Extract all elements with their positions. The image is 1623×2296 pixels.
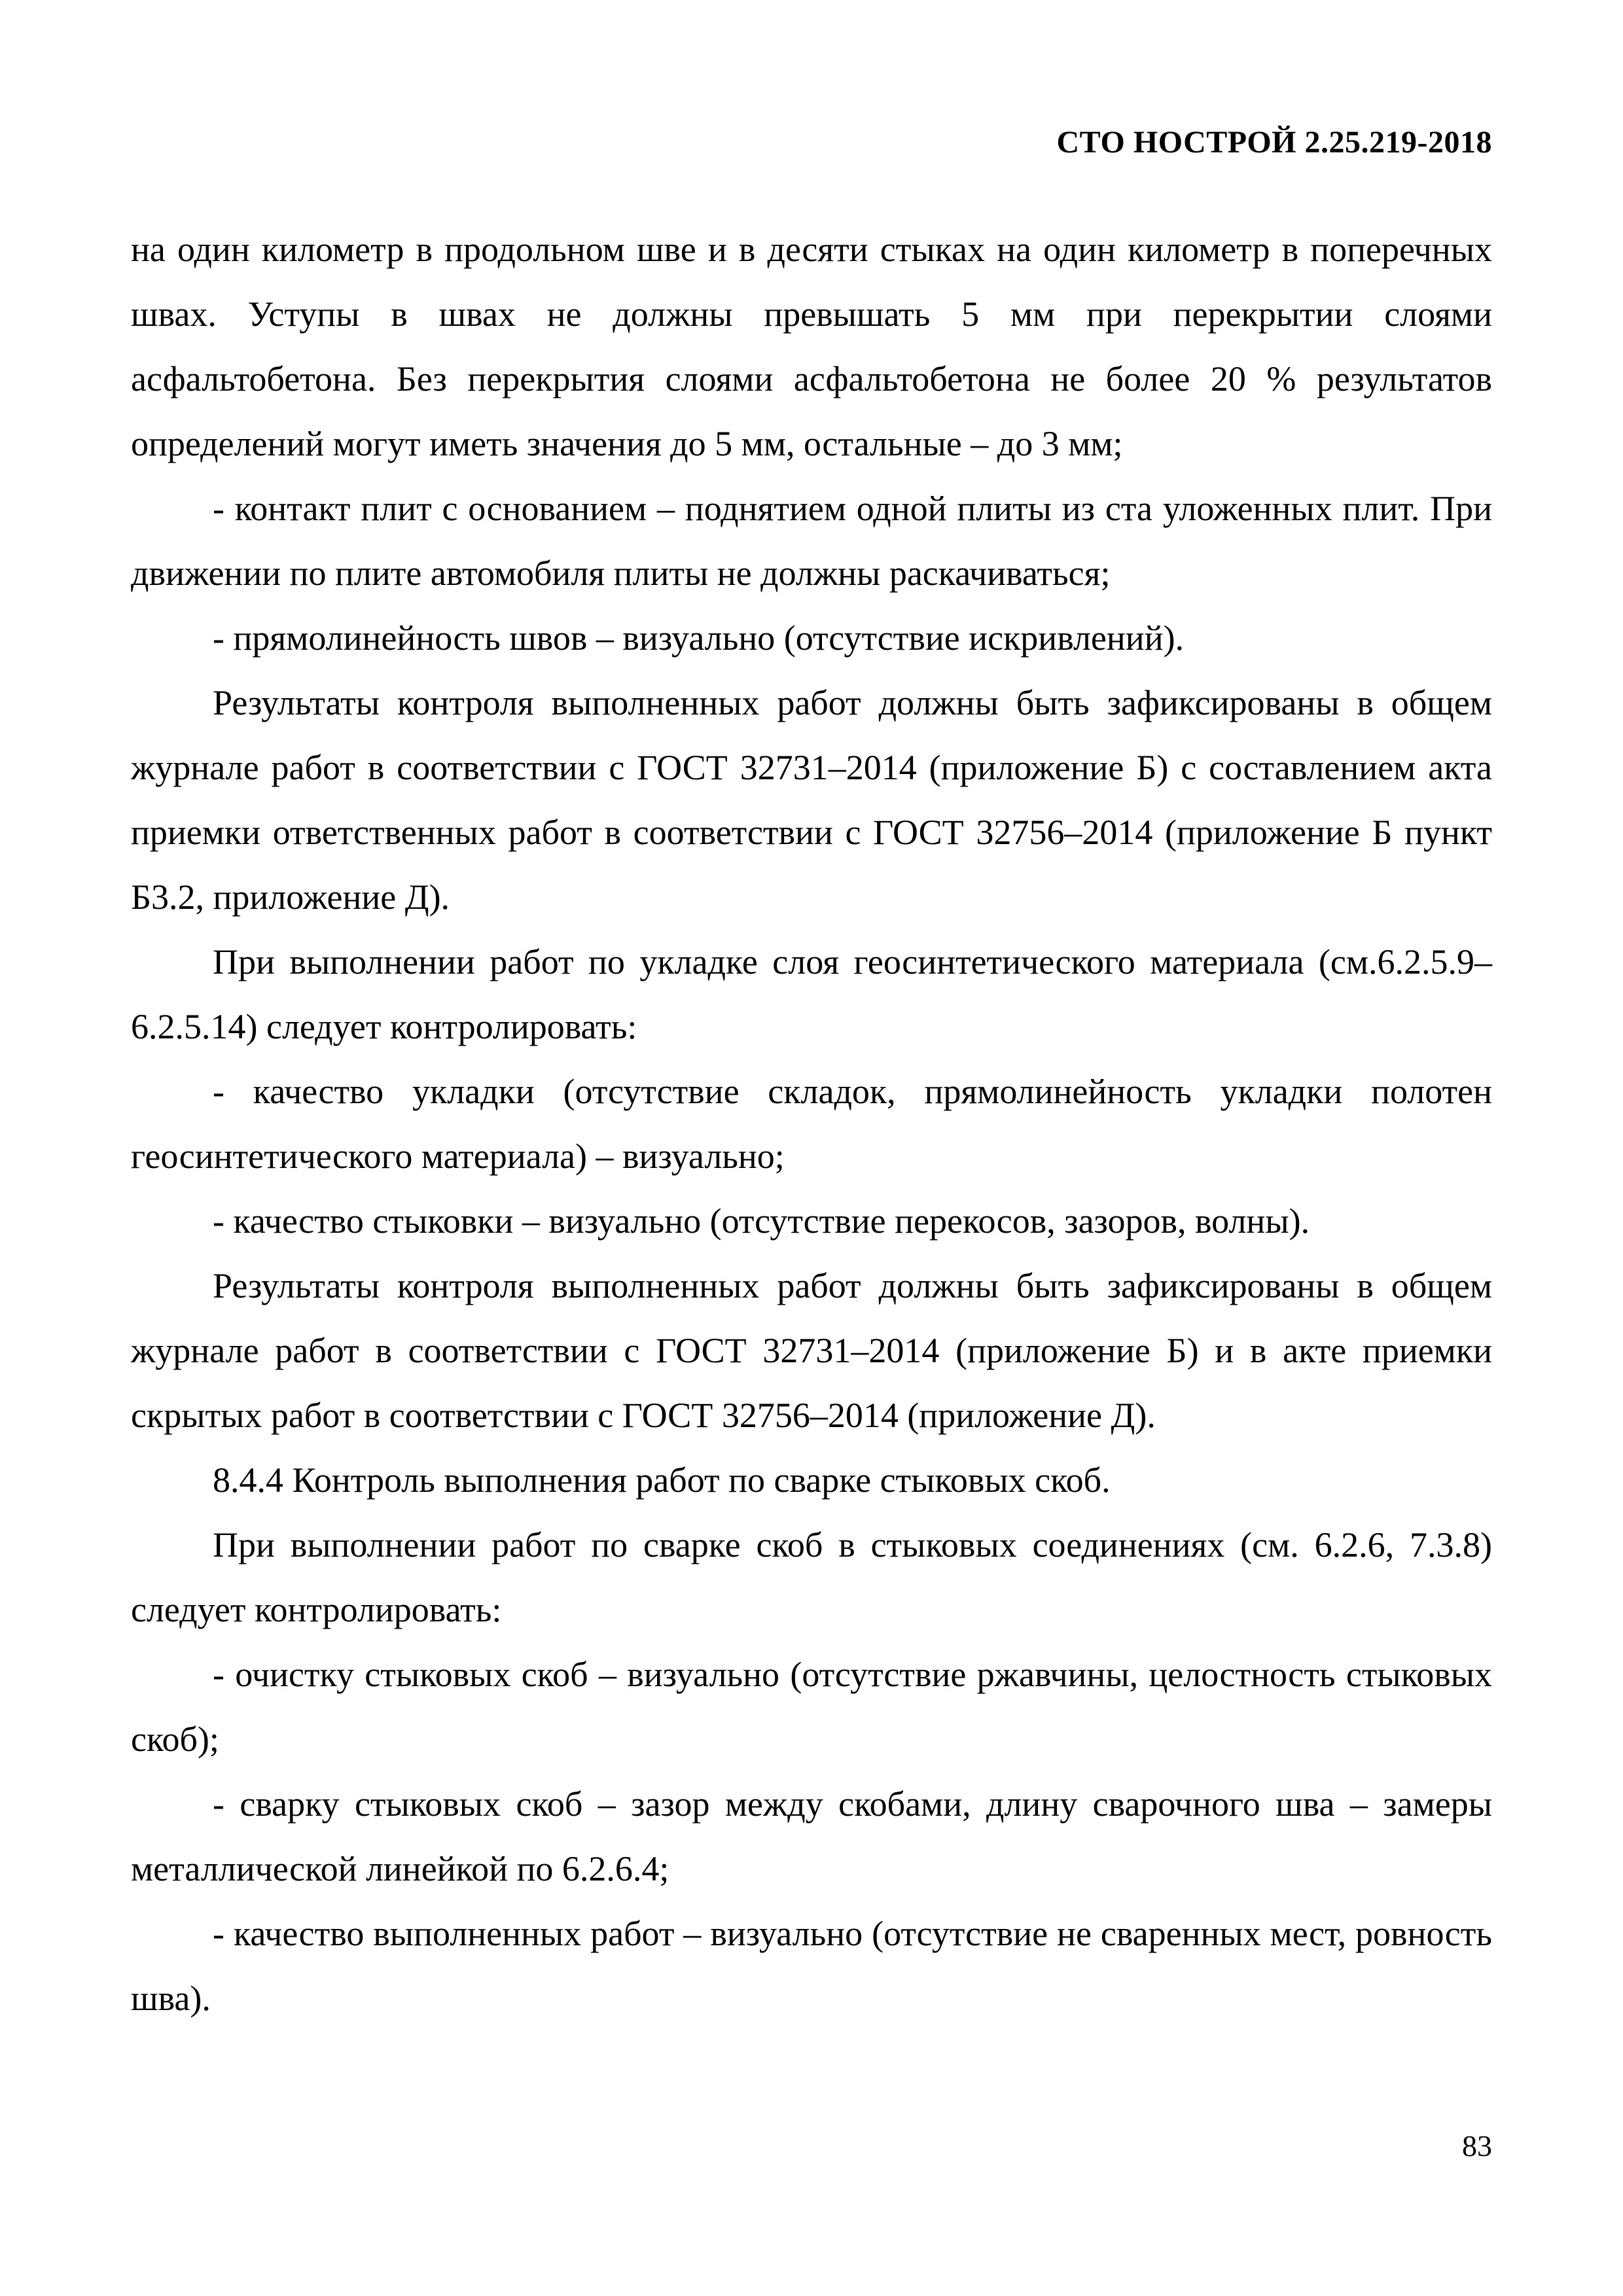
list-item-joining-quality: - качество стыковки – визуально (отсутствие перекосов, зазоров, волны). (213, 1201, 1310, 1241)
paragraph-geosynthetic-control: При выполнении работ по укладке слоя геосинтетического материала (см.6.2.5.9–6.2.5.14) следует контролировать: (131, 942, 1492, 1046)
list-item-plate-contact: - контакт плит с основанием – поднятием одной плиты из ста уложенных плит. При движении по плите автомобиля плиты не должны раскачиваться; (131, 489, 1492, 593)
paragraph-results-record-1: Результаты контроля выполненных работ должны быть зафиксированы в общем журнале работ в соответствии с ГОСТ 32731–2014 (приложение Б) с составлением акта приемки ответственных работ в соответствии с ГОСТ 32756–2014 (приложение Б пункт Б3.2, приложение Д). (131, 683, 1492, 917)
section-heading-8-4-4: 8.4.4 Контроль выполнения работ по сварке стыковых скоб. (213, 1460, 1111, 1500)
paragraph-results-record-2: Результаты контроля выполненных работ должны быть зафиксированы в общем журнале работ в соответствии с ГОСТ 32731–2014 (приложение Б) и в акте приемки скрытых работ в соответствии с ГОСТ 32756–2014 (приложение Д). (131, 1266, 1492, 1435)
list-item-work-quality: - качество выполненных работ – визуально (отсутствие не сваренных мест, ровность шва). (131, 1914, 1492, 2018)
standard-code-header: СТО НОСТРОЙ 2.25.219-2018 (1056, 125, 1492, 160)
document-body (131, 217, 1492, 2031)
paragraph-continuation: на один километр в продольном шве и в десяти стыках на один километр в поперечных швах. Уступы в швах не должны превышать 5 мм при перекрытии слоями асфальтобетона. Без перекрытия слоями асфальтобетона не более 20 % результатов определений могут иметь значения до 5 мм, остальные – до 3 мм; (131, 230, 1492, 463)
page-number: 83 (1462, 2129, 1492, 2163)
paragraph-welding-control: При выполнении работ по сварке скоб в стыковых соединениях (см. 6.2.6, 7.3.8) следует контролировать: (131, 1525, 1492, 1629)
list-item-bracket-cleaning: - очистку стыковых скоб – визуально (отсутствие ржавчины, целостность стыковых скоб); (131, 1655, 1492, 1759)
list-item-laying-quality: - качество укладки (отсутствие складок, прямолинейность укладки полотен геосинтетического материала) – визуально; (131, 1072, 1492, 1176)
list-item-seam-straightness: - прямолинейность швов – визуально (отсутствие искривлений). (213, 618, 1185, 658)
list-item-bracket-welding: - сварку стыковых скоб – зазор между скобами, длину сварочного шва – замеры металлической линейкой по 6.2.6.4; (131, 1784, 1492, 1888)
